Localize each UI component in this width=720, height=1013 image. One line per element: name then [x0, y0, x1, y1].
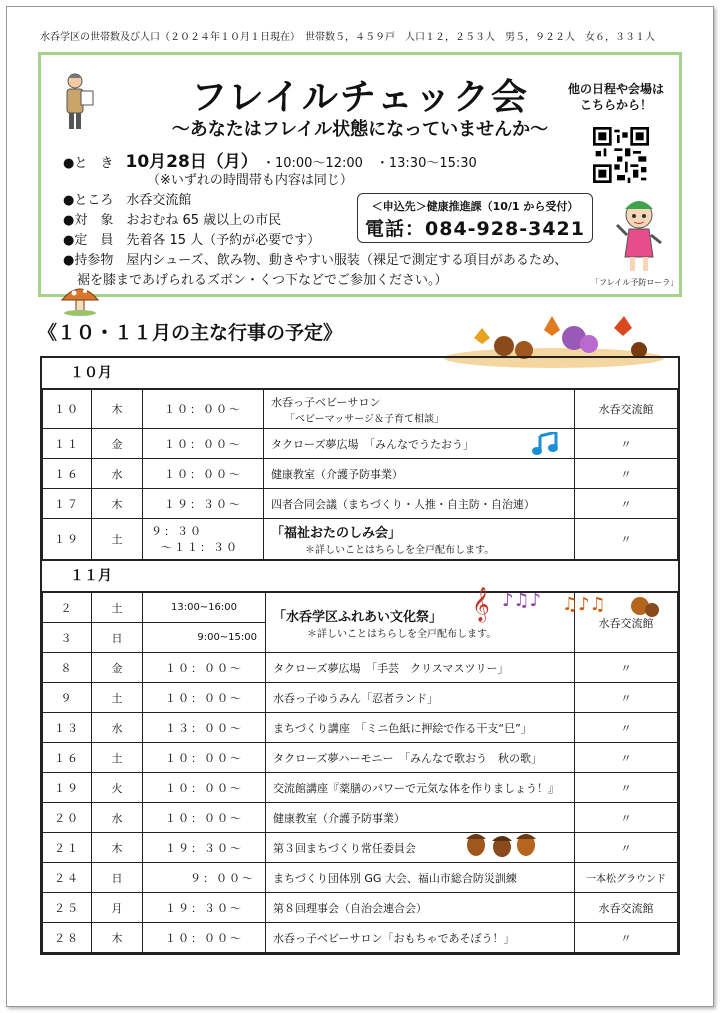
- day-cell: ３: [43, 623, 92, 653]
- items-line: ●持参物 屋内シューズ、飲み物、動きやすい服装（裸足で測定する項目があるため、: [63, 253, 568, 268]
- event-cell: [264, 390, 575, 429]
- place-cell: 〃: [575, 833, 678, 863]
- table-row: [43, 459, 678, 489]
- day-cell: ２１: [43, 833, 92, 863]
- time-cell: １０：００～: [143, 653, 266, 683]
- place-cell: 〃: [575, 683, 678, 713]
- svg-text:𝄞: 𝄞: [472, 587, 490, 622]
- event-subtext: 「ベビーマッサージ＆子育て相談」: [285, 413, 444, 425]
- day-cell: ２: [43, 593, 92, 623]
- place-cell: 一本松グラウンド: [575, 863, 678, 893]
- contact-label: ＜申込先＞健康推進課（10/1 から受付）: [371, 200, 579, 213]
- day-cell: １７: [43, 489, 92, 519]
- weekday-cell: 木: [92, 390, 143, 429]
- event-cell: 水呑っ子ベビーサロン「おもちゃであそぼう！」: [266, 923, 575, 953]
- day-cell: １１: [43, 429, 92, 459]
- mascot-illustration-icon: [615, 195, 663, 275]
- day-cell: １９: [43, 773, 92, 803]
- table-row: [43, 683, 678, 713]
- time-cell: １０：００～: [143, 803, 266, 833]
- event-text: タクローズ夢広場 「みんなでうたおう」: [271, 437, 474, 451]
- event-cell: [264, 519, 575, 560]
- weekday-cell: 日: [92, 863, 143, 893]
- event-date: 10月28日（月）: [125, 152, 258, 172]
- time-cell: １０：００～: [143, 683, 266, 713]
- place-cell: 〃: [575, 923, 678, 953]
- place-cell: 〃: [575, 743, 678, 773]
- time-cell: １０：００～: [143, 923, 266, 953]
- place-cell: 〃: [575, 653, 678, 683]
- festival-event-text: 「水呑学区ふれあい文化祭」: [273, 609, 443, 625]
- event-times: ・10:00～12:00 ・13:30～15:30: [261, 156, 477, 171]
- place-cell: 〃: [575, 519, 678, 560]
- event-cell: タクローズ夢広場 「手芸 クリスマスツリー」: [266, 653, 575, 683]
- weekday-cell: 木: [92, 923, 143, 953]
- event-cell: 水呑っ子ゆうみん「忍者ランド」: [266, 683, 575, 713]
- place-cell: 〃: [575, 489, 678, 519]
- time-cell: 9:00~15:00: [143, 623, 266, 653]
- time-end: ～１１：３０: [161, 541, 239, 554]
- contact-phone[interactable]: 電話：084-928-3421: [365, 218, 585, 240]
- time-cell: １９：３０～: [143, 833, 266, 863]
- weekday-cell: 土: [92, 743, 143, 773]
- time-cell: １０：００～: [143, 459, 264, 489]
- time-cell: [143, 519, 264, 560]
- november-table: [42, 592, 678, 953]
- month-november: １１月: [42, 560, 678, 592]
- schedule-table: [40, 356, 680, 955]
- weekday-cell: 火: [92, 773, 143, 803]
- day-cell: １６: [43, 459, 92, 489]
- day-cell: ２５: [43, 893, 92, 923]
- table-row: [43, 833, 678, 863]
- mascot-caption: 「フレイル予防ローラ」: [591, 278, 679, 287]
- place-line: ●ところ 水呑交流館: [63, 193, 192, 208]
- table-row: [43, 489, 678, 519]
- weekday-cell: 水: [92, 459, 143, 489]
- weekday-cell: 月: [92, 893, 143, 923]
- qr-note-line2: こちらから！: [579, 98, 652, 112]
- when-label: ●と き: [63, 156, 114, 171]
- population-header: 水呑学区の世帯数及び人口（２０２４年１０月１日現在） 世帯数５，４５９戸 人口１２，２５３人 男５，９２２人 女６，３３１人: [40, 32, 655, 43]
- event-cell: 健康教室（介護予防事業）: [264, 459, 575, 489]
- mushroom-icon: [58, 282, 102, 316]
- weekday-cell: 水: [92, 713, 143, 743]
- music-note-icon: [532, 432, 560, 456]
- event-cell: [264, 429, 575, 459]
- svg-text:♫♪♫: ♫♪♫: [562, 594, 606, 615]
- contact-box: [357, 193, 593, 243]
- place-cell: 〃: [575, 803, 678, 833]
- time-note: （※いずれの時間帯も内容は同じ）: [147, 173, 353, 188]
- event-cell: まちづくり団体別 GG 大会、福山市総合防災訓練: [266, 863, 575, 893]
- day-cell: ２０: [43, 803, 92, 833]
- time-cell: １０：００～: [143, 743, 266, 773]
- time-cell: 13:00~16:00: [143, 593, 266, 623]
- day-cell: ８: [43, 653, 92, 683]
- event-note: ＊詳しいことはちらしを全戸配布します。: [305, 545, 495, 556]
- table-row: [43, 773, 678, 803]
- table-row: [43, 803, 678, 833]
- time-cell: １９：３０～: [143, 893, 266, 923]
- table-row: [43, 390, 678, 429]
- frailty-check-flyer: [38, 52, 682, 297]
- table-row: [43, 519, 678, 560]
- table-row: [43, 713, 678, 743]
- weekday-cell: 木: [92, 489, 143, 519]
- day-cell: １０: [43, 390, 92, 429]
- music-notes-decoration-icon: [472, 580, 662, 624]
- table-row: [43, 863, 678, 893]
- time-cell: １９：３０～: [143, 489, 264, 519]
- flyer-subtitle: ～あなたはフレイル状態になっていませんか～: [171, 119, 549, 140]
- event-cell: まちづくり講座 「ミニ色紙に押絵で作る干支“巳”」: [266, 713, 575, 743]
- qr-note: [561, 81, 671, 113]
- day-cell: １６: [43, 743, 92, 773]
- day-cell: ２４: [43, 863, 92, 893]
- event-text: 「福祉おたのしみ会」: [271, 526, 402, 541]
- time-cell: １０：００～: [143, 390, 264, 429]
- festival-note: ＊詳しいことはちらしを全戸配布します。: [307, 628, 497, 640]
- place-cell: 水呑交流館: [575, 593, 678, 653]
- schedule-heading: 《１０・１１月の主な行事の予定》: [38, 322, 343, 344]
- weekday-cell: 土: [92, 683, 143, 713]
- table-row: [43, 429, 678, 459]
- qr-note-line1: 他の日程や会場は: [567, 82, 664, 96]
- event-cell: 健康教室（介護予防事業）: [266, 803, 575, 833]
- day-cell: ２８: [43, 923, 92, 953]
- time-cell: １０：００～: [143, 429, 264, 459]
- place-cell: 水呑交流館: [575, 390, 678, 429]
- weekday-cell: 木: [92, 833, 143, 863]
- event-cell: [266, 833, 575, 863]
- table-row: [43, 743, 678, 773]
- october-table: [42, 389, 678, 560]
- day-cell: １３: [43, 713, 92, 743]
- weekday-cell: 日: [92, 623, 143, 653]
- place-cell: 〃: [575, 459, 678, 489]
- event-cell: 交流館講座『薬膳のパワーで元気な体を作りましょう！』: [266, 773, 575, 803]
- weekday-cell: 金: [92, 653, 143, 683]
- time-start: ９：３０: [151, 525, 203, 538]
- weekday-cell: 水: [92, 803, 143, 833]
- place-cell: 〃: [575, 713, 678, 743]
- table-row: [43, 923, 678, 953]
- svg-text:♪♫♪: ♪♫♪: [502, 590, 542, 611]
- place-cell: 〃: [575, 429, 678, 459]
- qr-code-icon[interactable]: [593, 127, 649, 183]
- target-line: ●対 象 おおむね 65 歳以上の市民: [63, 213, 282, 228]
- table-row: [43, 653, 678, 683]
- weekday-cell: 土: [92, 519, 143, 560]
- event-cell: タクローズ夢ハーモニー 「みんなで歌おう 秋の歌」: [266, 743, 575, 773]
- acorns-icon: [462, 821, 542, 859]
- month-october: １０月: [42, 358, 678, 389]
- items-line-2: 裾を膝まであげられるズボン・くつ下などでご参加ください。）: [77, 273, 448, 288]
- event-text: 水呑っ子ベビーサロン: [271, 395, 381, 409]
- capacity-line: ●定 員 先着各 15 人（予約が必要です）: [63, 233, 321, 248]
- day-cell: １９: [43, 519, 92, 560]
- weekday-cell: 金: [92, 429, 143, 459]
- weekday-cell: 土: [92, 593, 143, 623]
- event-cell: 四者合同会議（まちづくり・人推・自主防・自治連）: [264, 489, 575, 519]
- flyer-title: フレイルチェック会: [191, 77, 529, 118]
- day-cell: ９: [43, 683, 92, 713]
- table-row: [43, 893, 678, 923]
- time-cell: １３：００～: [143, 713, 266, 743]
- event-cell: 第８回理事会（自治会連合会）: [266, 893, 575, 923]
- event-text: 第３回まちづくり常任委員会: [273, 841, 416, 855]
- time-cell: ９：００～: [143, 863, 266, 893]
- place-cell: 水呑交流館: [575, 893, 678, 923]
- place-cell: 〃: [575, 773, 678, 803]
- time-cell: １０：００～: [143, 773, 266, 803]
